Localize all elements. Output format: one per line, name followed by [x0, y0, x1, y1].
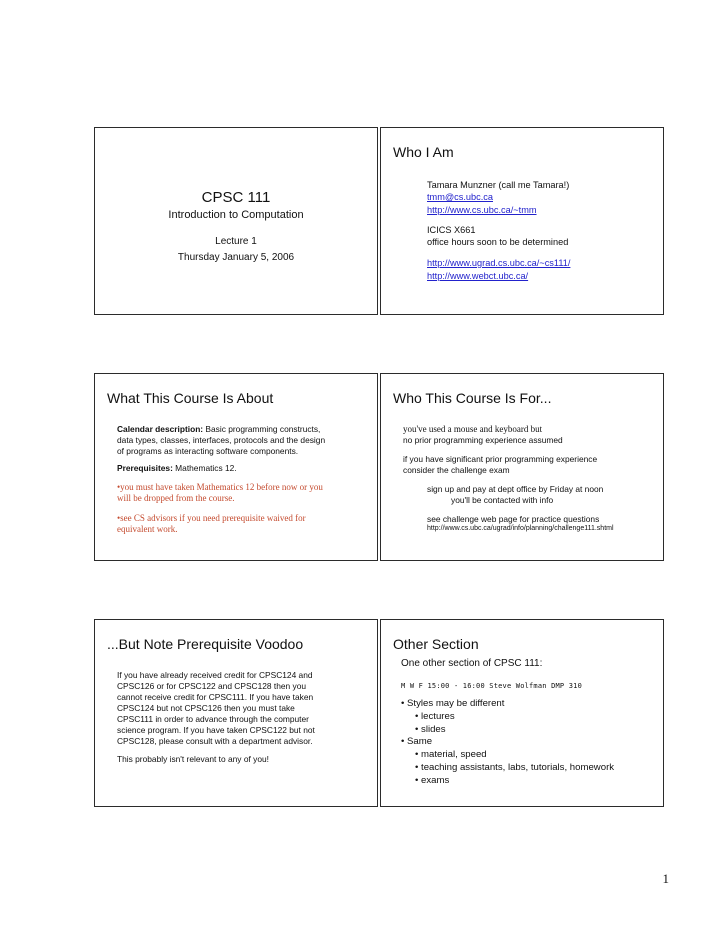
slide-heading: Other Section	[393, 636, 479, 652]
homepage-link[interactable]: http://www.cs.ubc.ca/~tmm	[427, 205, 537, 215]
lecture-date: Thursday January 5, 2006	[177, 252, 295, 263]
lecture-number: Lecture 1	[215, 236, 257, 247]
course-title: CPSC 111	[201, 189, 271, 206]
prereq-label: Prerequisites:	[117, 463, 173, 473]
body-line: you'll be contacted with info	[451, 495, 554, 505]
bullet-item: • Same	[401, 736, 433, 747]
note-line: •see CS advisors if you need prerequisite waived for	[117, 513, 306, 523]
schedule-line: M W F 15:00 - 16:00 Steve Wolfman DMP 310	[401, 682, 582, 690]
email-link[interactable]: tmm@cs.ubc.ca	[427, 192, 493, 202]
body-line: This probably isn't relevant to any of you!	[117, 754, 269, 764]
slide-heading: Who I Am	[393, 144, 454, 160]
bullet-item: • teaching assistants, labs, tutorials, homework	[415, 762, 615, 773]
body-line: science program. If you have taken CPSC122 but not	[117, 725, 315, 735]
course-url-link[interactable]: http://www.ugrad.cs.ubc.ca/~cs111/	[427, 258, 571, 268]
body-line: sign up and pay at dept office by Friday at noon	[427, 484, 604, 494]
course-subtitle: Introduction to Computation	[168, 209, 304, 221]
bullet-item: • exams	[415, 775, 450, 786]
slide-heading: What This Course Is About	[107, 390, 274, 406]
body-line: If you have already received credit for CPSC124 and	[117, 670, 313, 680]
slide-title	[94, 127, 378, 315]
slide-who-i-am	[380, 127, 664, 315]
bullet-item: • lectures	[415, 711, 455, 722]
body-line: cannot receive credit for CPSC111. If you have taken	[117, 692, 314, 702]
office-hours: office hours soon to be determined	[427, 237, 569, 247]
body-line: no prior programming experience assumed	[403, 435, 563, 445]
challenge-url: http://www.cs.ubc.ca/ugrad/info/planning/challenge111.shtml	[427, 525, 614, 532]
bullet-item: • material, speed	[415, 749, 487, 760]
note-line: equivalent work.	[117, 524, 178, 534]
webct-link[interactable]: http://www.webct.ubc.ca/	[427, 271, 529, 281]
note-line: •you must have taken Mathematics 12 before now or you	[117, 482, 323, 492]
body-line: you've used a mouse and keyboard but	[403, 424, 543, 434]
calendar-description	[117, 424, 320, 435]
body-line: see challenge web page for practice questions	[427, 514, 600, 524]
calendar-line: of programs as interacting software components.	[117, 446, 299, 456]
slide-prereq-voodoo	[94, 619, 378, 807]
prereq-value: Mathematics 12.	[172, 463, 237, 473]
slide-course-about	[94, 373, 378, 561]
instructor-name: Tamara Munzner (call me Tamara!)	[427, 180, 570, 190]
calendar-line: data types, classes, interfaces, protocols and the design	[117, 435, 326, 445]
bullet-item: • slides	[415, 724, 446, 735]
body-line: CPSC126 or for CPSC122 and CPSC128 then you	[117, 681, 307, 691]
intro-line: One other section of CPSC 111:	[401, 658, 543, 669]
slide-course-for	[380, 373, 664, 561]
page-number: 1	[662, 871, 669, 886]
slide-heading: ...But Note Prerequisite Voodoo	[107, 636, 304, 652]
calendar-label: Calendar description:	[117, 424, 204, 434]
slide-heading: Who This Course Is For...	[393, 390, 552, 406]
bullet-item: • Styles may be different	[401, 698, 505, 709]
body-line: consider the challenge exam	[403, 465, 510, 475]
office-location: ICICS X661	[427, 225, 476, 235]
note-line: will be dropped from the course.	[117, 493, 235, 503]
body-line: CPSC128, please consult with a department advisor.	[117, 736, 313, 746]
body-line: CPSC124 but not CPSC126 then you must take	[117, 703, 295, 713]
body-line: if you have significant prior programming experience	[403, 454, 598, 464]
slide-other-section	[380, 619, 664, 807]
calendar-text: Basic programming constructs,	[203, 424, 321, 434]
prerequisites	[117, 463, 237, 474]
body-line: CPSC111 in order to advance through the computer	[117, 714, 309, 724]
